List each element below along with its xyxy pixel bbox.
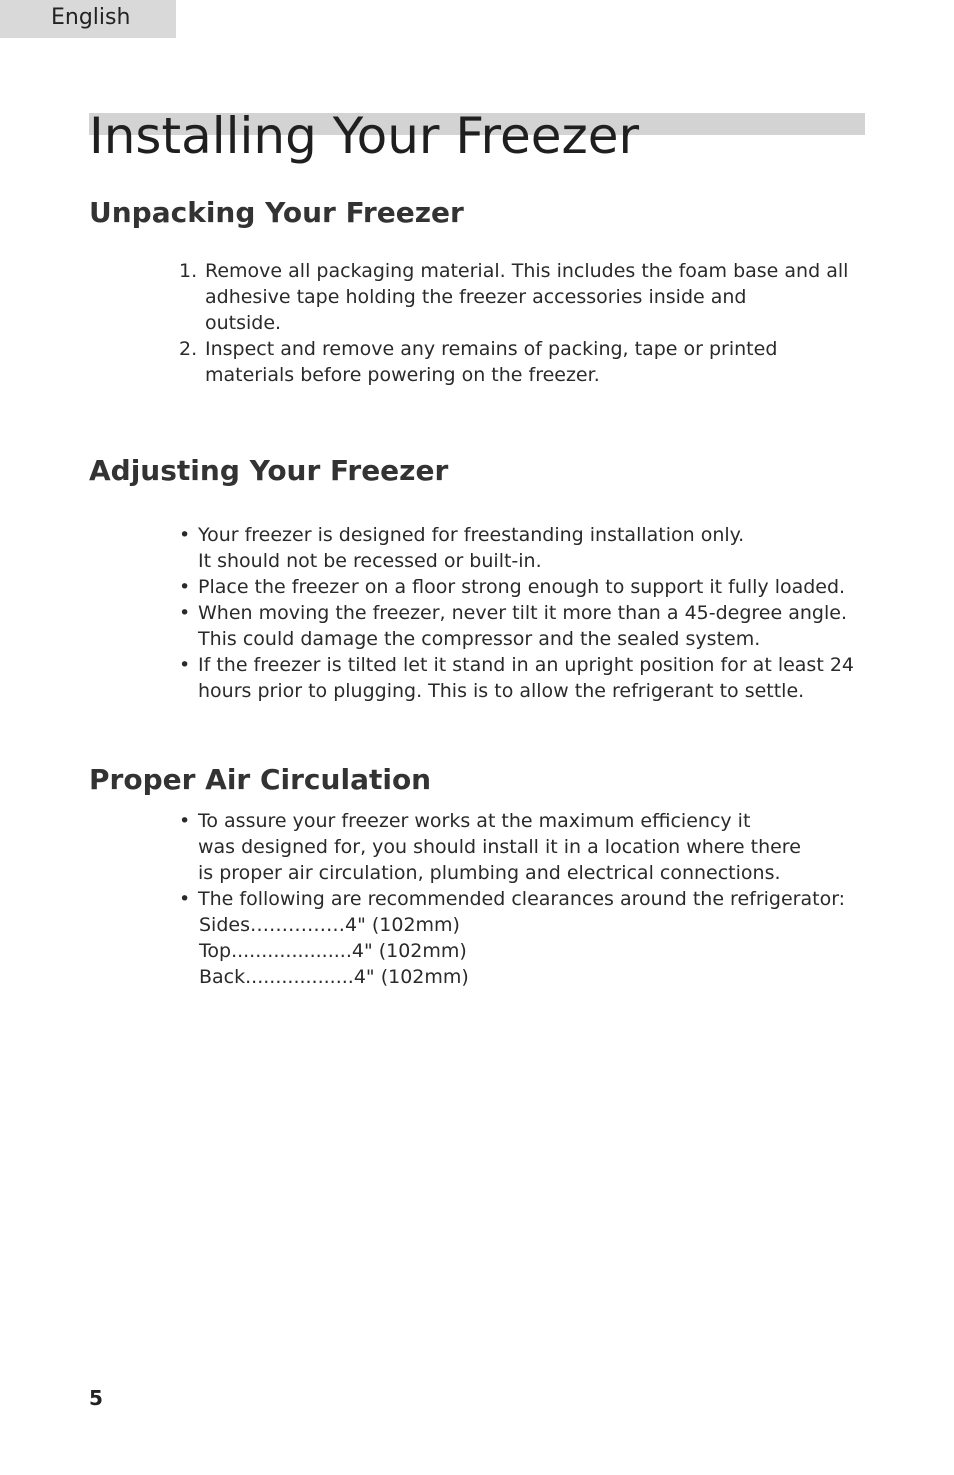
list-item-text: When moving the freezer, never tilt it more than a 45-degree angle. This could damage the compressor and the sealed system.: [198, 602, 847, 650]
list-item-text: Place the freezer on a floor strong enough to support it fully loaded.: [198, 576, 846, 598]
list-item-text: Your freezer is designed for freestanding installation only. It should not be recessed or built-in.: [198, 524, 745, 572]
list-item: [179, 600, 879, 652]
list-number: 1.: [179, 260, 198, 282]
list-item: [179, 336, 879, 388]
list-item-text: Remove all packaging material. This includes the foam base and all adhesive tape holding the freezer accessories inside and outside.: [205, 260, 849, 334]
clearance-top: Top....................4" (102mm): [199, 940, 467, 962]
bullet: •: [179, 524, 191, 546]
clearances-list: [179, 912, 879, 990]
section-heading-adjusting: Adjusting Your Freezer: [89, 454, 449, 487]
bullet: •: [179, 576, 191, 598]
adjusting-list: [179, 522, 879, 704]
list-item: [179, 808, 879, 886]
list-item-text: To assure your freezer works at the maximum efficiency it was designed for, you should install it in a location where there is proper air circulation, plumbing and electrical connections.: [198, 810, 801, 884]
clearance-sides: Sides……………4" (102mm): [199, 914, 460, 936]
bullet: •: [179, 888, 191, 910]
list-item: [179, 652, 879, 704]
clearance-back: Back..................4" (102mm): [199, 966, 469, 988]
section-heading-unpacking: Unpacking Your Freezer: [89, 196, 464, 229]
section-heading-air-circulation: Proper Air Circulation: [89, 763, 432, 796]
list-item-text: Inspect and remove any remains of packing, tape or printed materials before powering on the freezer.: [205, 338, 778, 386]
bullet: •: [179, 654, 191, 676]
list-item: [179, 886, 879, 912]
page-title: Installing Your Freezer: [89, 107, 640, 165]
bullet: •: [179, 602, 191, 624]
list-item: [179, 258, 879, 336]
list-item: [179, 522, 879, 574]
list-number: 2.: [179, 338, 198, 360]
list-item-text: If the freezer is tilted let it stand in an upright position for at least 24 hours prior to plugging. This is to allow the refrigerant to settle.: [198, 654, 854, 702]
unpacking-list: [179, 258, 879, 388]
list-item-text: The following are recommended clearances around the refrigerator:: [198, 888, 846, 910]
bullet: •: [179, 810, 191, 832]
language-tab: English: [0, 0, 176, 38]
list-item: [179, 574, 879, 600]
page-number: 5: [89, 1386, 103, 1410]
air-circulation-list: [179, 808, 879, 990]
